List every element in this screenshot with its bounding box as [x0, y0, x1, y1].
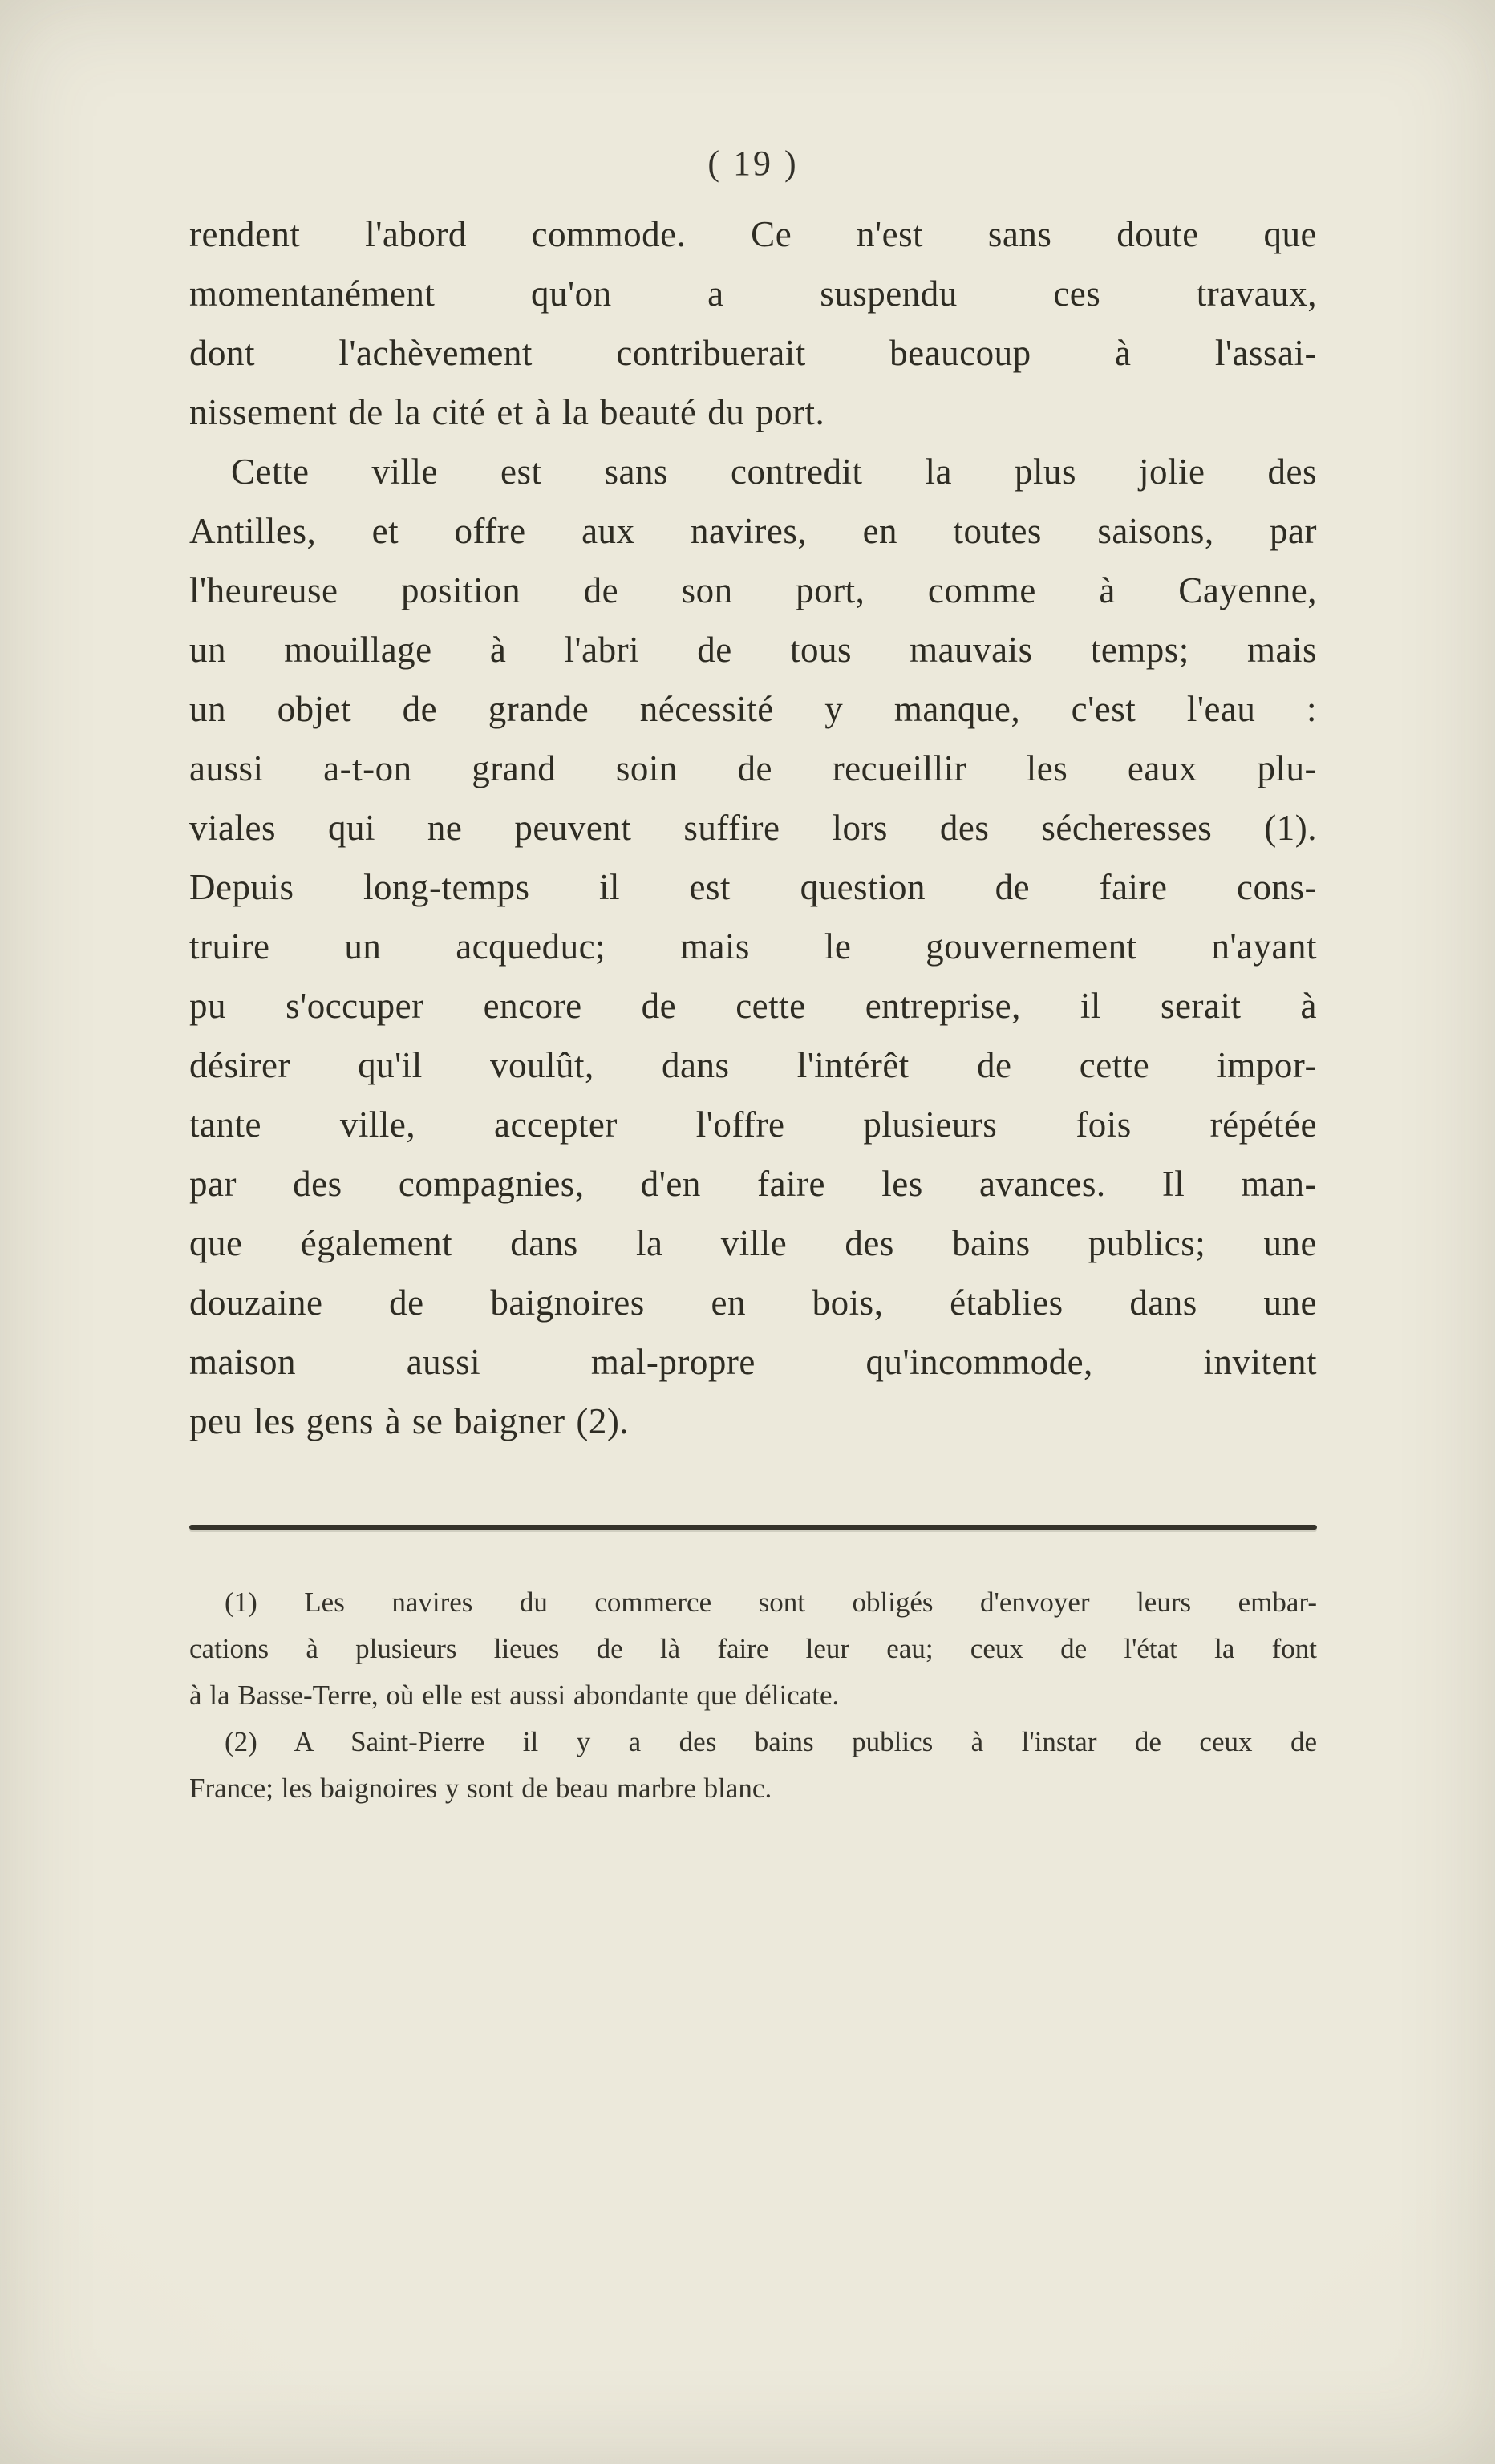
- body-line: l'heureuse position de son port, comme à Cayenne,: [189, 570, 1317, 610]
- body-line: pu s'occuper encore de cette entreprise, il serait à: [189, 986, 1317, 1026]
- body-line: nissement de la cité et à la beauté du port.: [189, 392, 825, 432]
- body-line: rendent l'abord commode. Ce n'est sans doute que: [189, 214, 1317, 254]
- body-line: douzaine de baignoires en bois, établies dans une: [189, 1283, 1317, 1323]
- body-line: que également dans la ville des bains publics; une: [189, 1223, 1317, 1263]
- footnote-line: (2) A Saint-Pierre il y a des bains publics à l'instar de ceux de: [225, 1726, 1317, 1757]
- body-line: maison aussi mal-propre qu'incommode, invitent: [189, 1342, 1317, 1382]
- body-line: momentanément qu'on a suspendu ces travaux,: [189, 274, 1317, 314]
- body-line: viales qui ne peuvent suffire lors des sécheresses (1).: [189, 808, 1317, 848]
- body-line: tante ville, accepter l'offre plusieurs fois répétée: [189, 1104, 1317, 1145]
- page-number: ( 19 ): [707, 144, 799, 183]
- body-line: un objet de grande nécessité y manque, c'est l'eau :: [189, 689, 1317, 729]
- body-line: peu les gens à se baigner (2).: [189, 1401, 630, 1441]
- body-line: aussi a-t-on grand soin de recueillir les eaux plu-: [189, 748, 1317, 788]
- body-line: dont l'achèvement contribuerait beaucoup à l'assai-: [189, 333, 1317, 373]
- footnote-line: à la Basse-Terre, où elle est aussi abondante que délicate.: [189, 1680, 840, 1711]
- footnote-line: (1) Les navires du commerce sont obligés d'envoyer leurs embar-: [225, 1587, 1317, 1618]
- body-text: [189, 205, 1317, 1451]
- body-line: truire un acqueduc; mais le gouvernement n'ayant: [189, 926, 1317, 967]
- body-line: un mouillage à l'abri de tous mauvais temps; mais: [189, 630, 1317, 670]
- footnote-separator: [189, 1525, 1317, 1530]
- body-line: par des compagnies, d'en faire les avances. Il man-: [189, 1164, 1317, 1204]
- body-line: Antilles, et offre aux navires, en toutes saisons, par: [189, 511, 1317, 551]
- body-line: Cette ville est sans contredit la plus jolie des: [231, 452, 1317, 492]
- footnotes: [189, 1579, 1317, 1812]
- body-line: désirer qu'il voulût, dans l'intérêt de cette impor-: [189, 1045, 1317, 1085]
- footnote-line: cations à plusieurs lieues de là faire leur eau; ceux de l'état la font: [189, 1633, 1317, 1664]
- body-line: Depuis long-temps il est question de faire cons-: [189, 867, 1317, 907]
- footnote-line: France; les baignoires y sont de beau marbre blanc.: [189, 1773, 772, 1804]
